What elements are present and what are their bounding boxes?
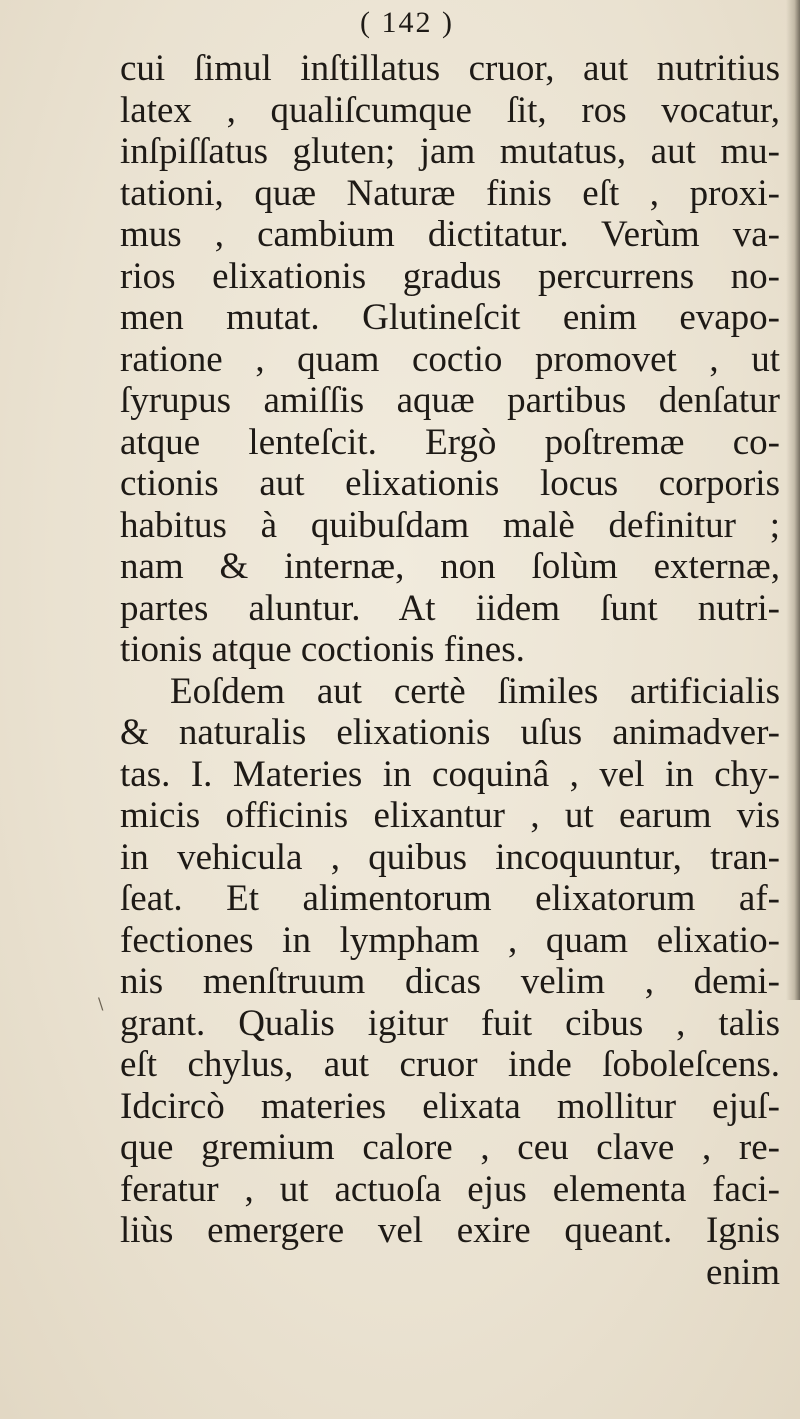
text-line: ctionis aut elixationis locus corporis (120, 463, 780, 504)
text-line: fectiones in lympham , quam elixatio- (120, 919, 780, 961)
text-line: rios elixationis gradus percurrens no- (120, 255, 780, 297)
text-line: tionis atque coctionis fines. (120, 629, 525, 670)
text-line: ſeat. Et alimentorum elixatorum af- (120, 878, 780, 919)
page-number: ( 142 ) (360, 6, 454, 39)
text-line: liùs emergere vel exire queant. Ignis (120, 1210, 780, 1251)
text-line: Eoſdem aut certè ſimiles artificialis (170, 670, 780, 712)
text-line: grant. Qualis igitur fuit cibus , talis (120, 1002, 780, 1044)
text-line: que gremium calore , ceu clave , re- (120, 1127, 780, 1168)
page-edge-shadow (786, 0, 800, 1000)
text-line: & naturalis elixationis uſus animadver- (120, 712, 780, 753)
text-line: habitus à quibuſdam malè definitur ; (120, 504, 780, 546)
text-line: Idcircò materies elixata mollitur ejuſ- (120, 1085, 780, 1127)
text-line: feratur , ut actuoſa ejus elementa faci- (120, 1168, 780, 1210)
text-line: cui ſimul inſtillatus cruor, aut nutritius (120, 48, 780, 89)
text-line: tas. I. Materies in coquinâ , vel in chy- (120, 753, 780, 795)
text-line: nis menſtruum dicas velim , demi- (120, 961, 780, 1002)
text-line: mus , cambium dictitatur. Verùm va- (120, 214, 780, 255)
text-line: latex , qualiſcumque ſit, ros vocatur, (120, 89, 780, 131)
text-line: eſt chylus, aut cruor inde ſoboleſcens. (120, 1044, 780, 1085)
text-line: atque lenteſcit. Ergò poſtremæ co- (120, 421, 780, 463)
text-line: men mutat. Glutineſcit enim evapo- (120, 297, 780, 338)
text-line: ſyrupus amiſſis aquæ partibus denſatur (120, 380, 780, 421)
text-line: inſpiſſatus gluten; jam mutatus, aut mu- (120, 131, 780, 172)
body-text (120, 48, 780, 1293)
text-line: partes aluntur. At iidem ſunt nutri- (120, 587, 780, 629)
text-line: nam & internæ, non ſolùm externæ, (120, 546, 780, 587)
catchword: enim (706, 1251, 780, 1293)
text-line: in vehicula , quibus incoquuntur, tran- (120, 836, 780, 878)
text-line: micis officinis elixantur , ut earum vis (120, 795, 780, 836)
text-line: ratione , quam coctio promovet , ut (120, 338, 780, 380)
text-line: tationi, quæ Naturæ finis eſt , proxi- (120, 172, 780, 214)
ink-mark: \ (98, 994, 104, 1013)
